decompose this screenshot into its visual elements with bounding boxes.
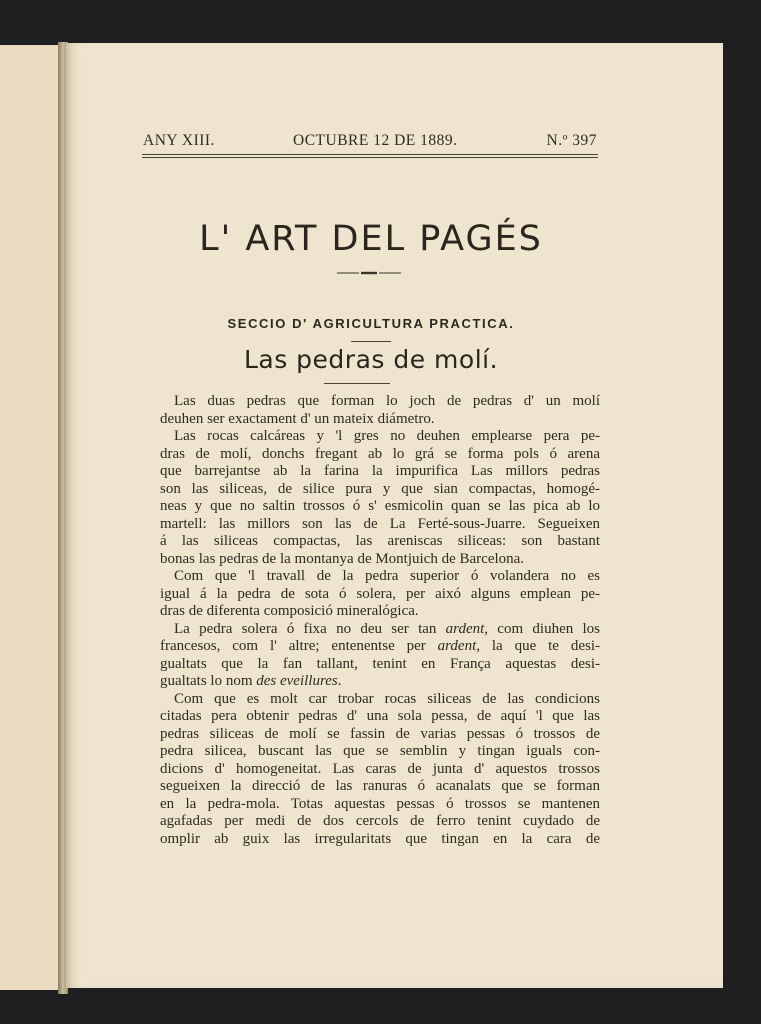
text-line: son las siliceas, de silice pura y que sian compactas, homogé- (160, 480, 600, 497)
ornament-divider (337, 271, 401, 275)
header-date: OCTUBRE 12 DE 1889. (293, 132, 458, 149)
text-line: á las siliceas compactas, las areniscas siliceas: son bastant (160, 533, 600, 549)
text-line: francesos, com l' altre; entenentse per ardent, la que te desi- (160, 638, 600, 654)
text-line: pedra silicea, buscant las que se semblin y tingan iguals con- (160, 743, 600, 759)
text-line: citadas pera obtenir pedras d' una sola pessa, de aquí 'l que las (160, 708, 600, 724)
header-rule-top (142, 154, 598, 155)
text-line: en la pedra-mola. Totas aquestas pessas ó trossos se mantenen (160, 795, 600, 812)
running-header (143, 132, 597, 154)
article-body (160, 393, 600, 848)
section-heading: SECCIO D' AGRICULTURA PRACTICA. (227, 316, 515, 331)
title-rule (324, 383, 390, 384)
text-line: agafadas per medi de dos cercols de ferro tenint cuydado de (160, 813, 600, 829)
header-number: N.º 397 (546, 132, 597, 149)
text-line: que barrejantse ab la farina la impurifica Las millors pedras (160, 463, 600, 479)
text-line: segueixen la direcció de las ranuras ó acanalats que se forman (160, 778, 600, 794)
text-line: La pedra solera ó fixa no deu ser tan ardent, com diuhen los (174, 620, 600, 637)
text-line: martell: las millors son las de La Ferté-sous-Juarre. Segueixen (160, 515, 600, 532)
text-line: pedras siliceas de molí se fassin de varias pessas ó trossos de (160, 725, 600, 742)
text-line: gualtats lo nom des eveillures. (160, 673, 342, 689)
masthead-title: L' ART DEL PAGÉS (199, 219, 543, 259)
section-rule (351, 341, 391, 342)
text-line: Las rocas calcáreas y 'l gres no deuhen emplearse pera pe- (174, 428, 600, 444)
text-line: Las duas pedras que forman lo joch de pedras d' un molí (174, 393, 600, 409)
left-page-edge (0, 45, 62, 990)
text-line: neas y que no saltin trossos ó s' esmicolin quan se las pica ab lo (160, 498, 600, 514)
article-title: Las pedras de molí. (243, 345, 499, 374)
text-line: gualtats que la fan tallant, tenint en França aquestas desi- (160, 655, 600, 672)
text-line: dras de diferenta composició mineralógica. (160, 603, 419, 619)
header-rule-bottom (142, 157, 598, 158)
text-line: deuhen ser exactament d' un mateix diámetro. (160, 410, 435, 427)
text-line: dras de molí, donchs fregant ab lo grá se forma pols ó arena (160, 445, 600, 462)
text-line: Com que 'l travall de la pedra superior ó volandera no es (174, 568, 600, 584)
text-line: omplir ab guix las irregularitats que tingan en la cara de (160, 830, 600, 847)
header-year: ANY XIII. (143, 132, 215, 149)
text-line: dicions d' homogeneitat. Las caras de junta d' aquestos trossos (160, 760, 600, 777)
text-line: Com que es molt car trobar rocas siliceas de las condicions (174, 690, 600, 707)
page (66, 43, 723, 988)
text-line: igual á la pedra de sota ó solera, per aixó alguns emplean pe- (160, 585, 600, 602)
text-line: bonas las pedras de la montanya de Montjuich de Barcelona. (160, 550, 525, 567)
